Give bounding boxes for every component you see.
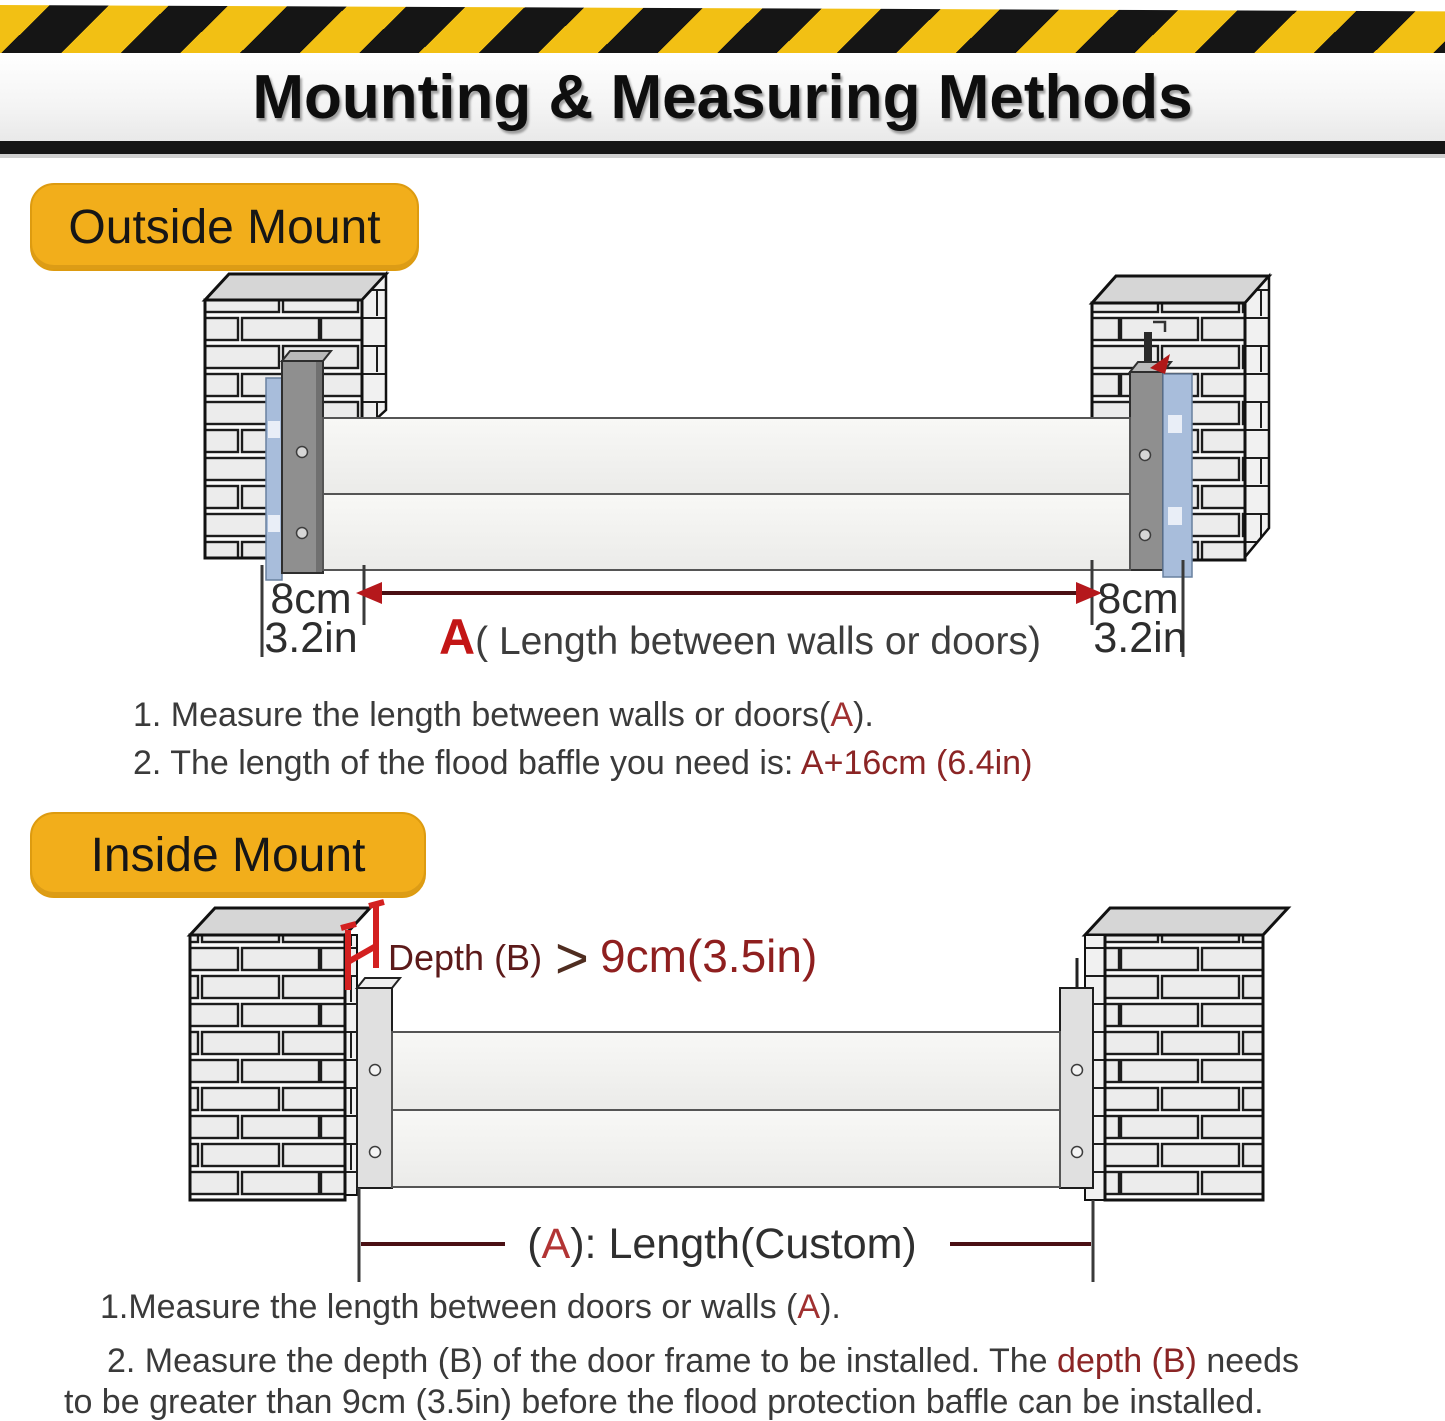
inside-mount-diagram (0, 890, 1445, 1290)
outside-instruction-1: 1. Measure the length between walls or doors(A). (133, 696, 874, 734)
screw-hole (297, 528, 308, 539)
dimension-8cm-left: 8cm (270, 575, 352, 623)
screw-hole (297, 447, 308, 458)
custom-length-label: (A): Length(Custom) (527, 1220, 917, 1268)
outside-mount-badge (30, 183, 419, 271)
depth-value: 9cm(3.5in) (600, 930, 818, 982)
inside-mount-label: Inside Mount (90, 828, 366, 882)
left-brick-pillar (190, 908, 370, 1200)
outside-mount-label: Outside Mount (68, 200, 381, 254)
screw-hole (1140, 450, 1151, 461)
mounting-bracket-right (1060, 958, 1093, 1188)
screw-hole (1072, 1065, 1083, 1076)
dimension-32in-left: 3.2in (264, 614, 358, 662)
screw-hole (1140, 530, 1151, 541)
seal-strip-right (1163, 374, 1192, 577)
seal-strip-left (266, 378, 282, 580)
width-arrow (356, 582, 1102, 604)
inside-instruction-1: 1.Measure the length between doors or walls (A). (100, 1288, 841, 1326)
outside-instruction-2: 2. The length of the flood baffle you need is: A+16cm (6.4in) (133, 744, 1033, 782)
inside-mount-badge (30, 812, 426, 898)
depth-label: Depth (B) (388, 937, 543, 978)
dimension-32in-right: 3.2in (1093, 614, 1187, 662)
hazard-stripe-banner (0, 5, 1445, 59)
title-divider-shadow (0, 154, 1445, 158)
title-divider (0, 141, 1445, 154)
screw-hole (370, 1147, 381, 1158)
flood-barrier-panels (392, 1032, 1060, 1187)
title-band (0, 53, 1445, 141)
greater-than-sign: > (555, 926, 589, 991)
inside-instruction-3: to be greater than 9cm (3.5in) before the flood protection baffle can be installed. (64, 1383, 1264, 1421)
screw-hole (370, 1065, 381, 1076)
outside-mount-diagram (0, 260, 1445, 680)
length-a-label: A( Length between walls or doors) (439, 609, 1041, 665)
dimension-8cm-right: 8cm (1097, 575, 1179, 623)
screw-hole (1072, 1147, 1083, 1158)
page-title: Mounting & Measuring Methods (252, 62, 1193, 132)
flood-barrier-panels (323, 418, 1130, 570)
right-brick-pillar (1085, 908, 1288, 1200)
inside-instruction-2: 2. Measure the depth (B) of the door frame to be installed. The depth (B) needs (107, 1342, 1299, 1380)
